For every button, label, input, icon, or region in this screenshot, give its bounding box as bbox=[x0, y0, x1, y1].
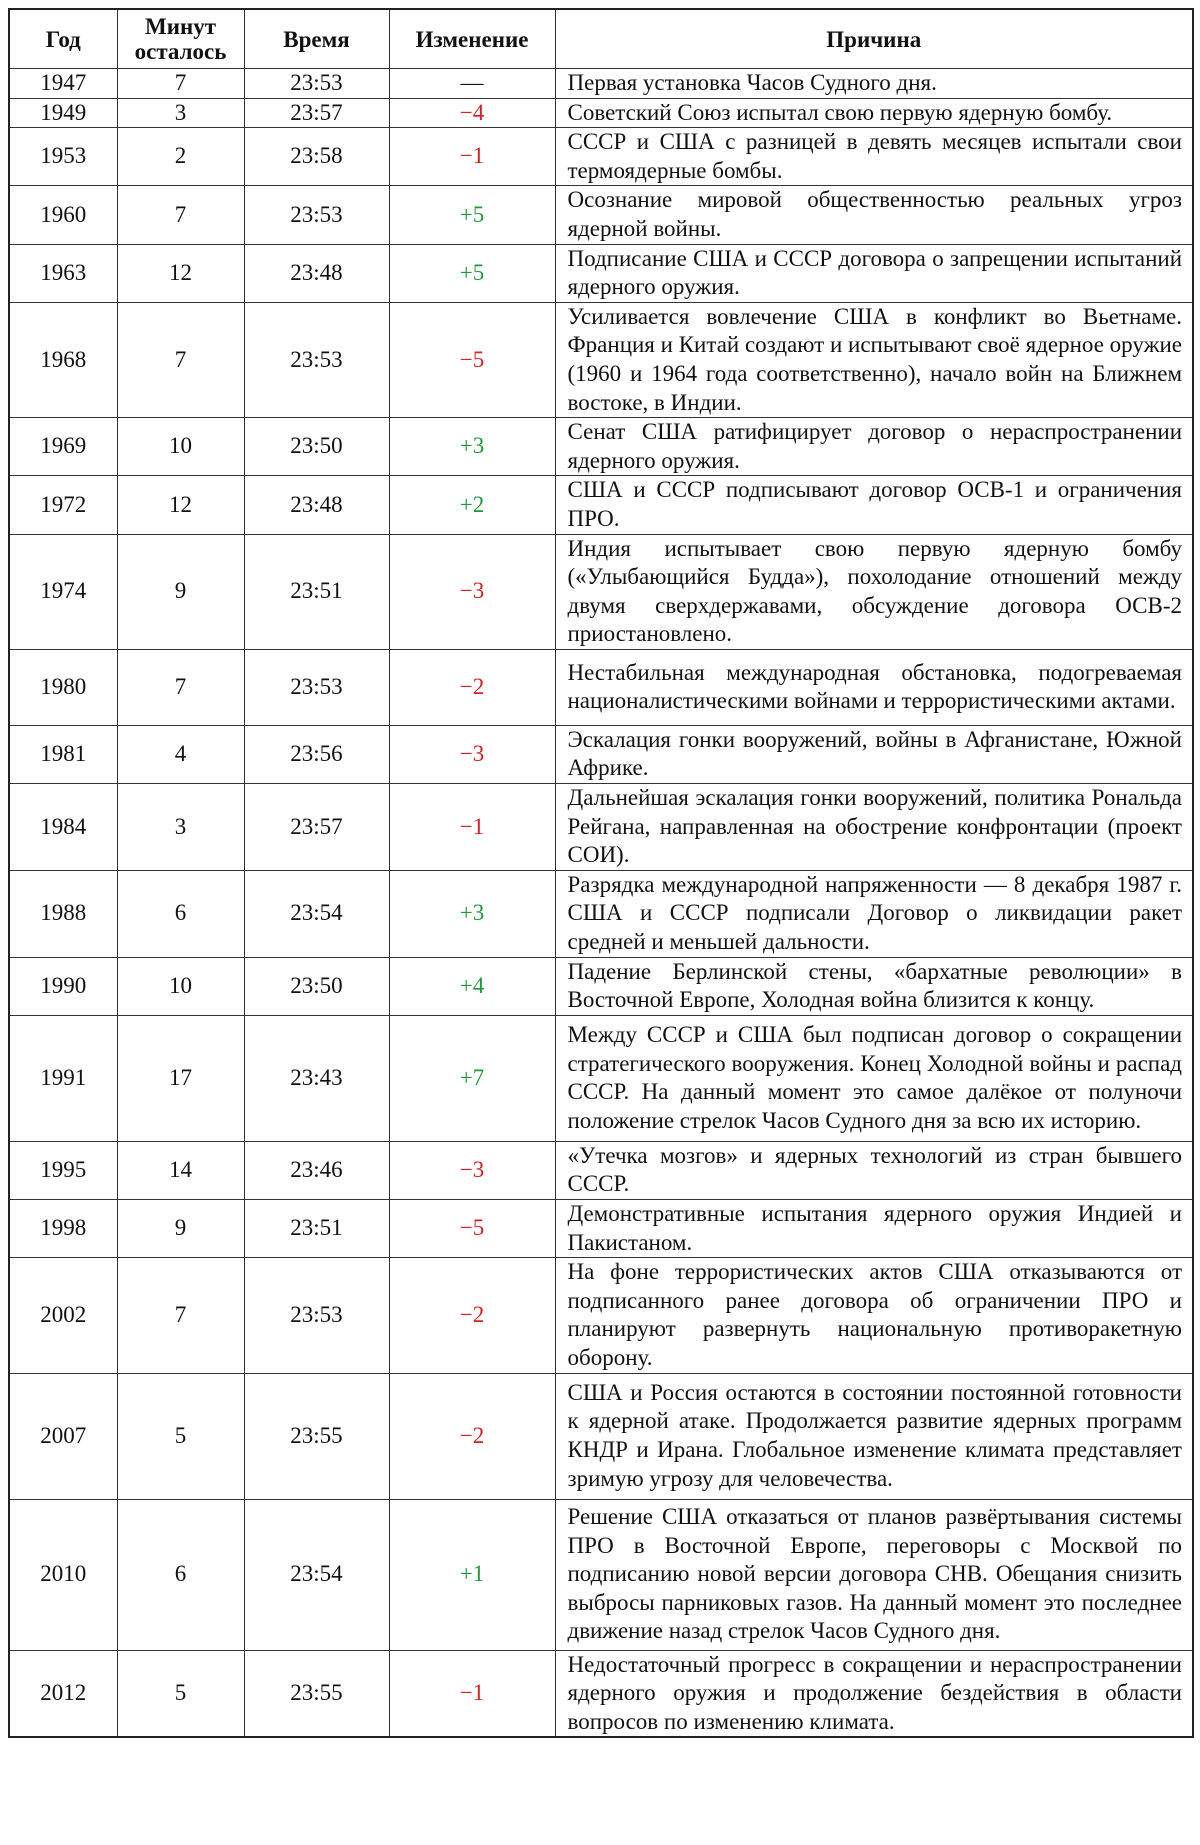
table-row bbox=[9, 476, 1193, 534]
header-minutes-left-label: Минут осталось bbox=[134, 14, 227, 64]
cell-time: 23:53 bbox=[244, 1258, 389, 1373]
cell-minutes-left: 5 bbox=[117, 1373, 244, 1499]
cell-change: −1 bbox=[389, 784, 555, 871]
cell-time: 23:53 bbox=[244, 69, 389, 99]
table-row bbox=[9, 1015, 1193, 1141]
cell-year: 1984 bbox=[9, 784, 117, 871]
cell-reason: Нестабильная международная обстановка, подогреваемая националистическими войнами и террористическими актами. bbox=[555, 649, 1193, 725]
table-row bbox=[9, 244, 1193, 302]
cell-reason: Советский Союз испытал свою первую ядерную бомбу. bbox=[555, 98, 1193, 128]
table-row bbox=[9, 534, 1193, 649]
cell-year: 2007 bbox=[9, 1373, 117, 1499]
cell-time: 23:55 bbox=[244, 1650, 389, 1737]
cell-change: −5 bbox=[389, 1200, 555, 1258]
cell-time: 23:50 bbox=[244, 957, 389, 1015]
table-row bbox=[9, 1373, 1193, 1499]
cell-time: 23:51 bbox=[244, 1200, 389, 1258]
cell-year: 2002 bbox=[9, 1258, 117, 1373]
cell-year: 1981 bbox=[9, 725, 117, 783]
table-row bbox=[9, 1499, 1193, 1650]
table-row bbox=[9, 1141, 1193, 1199]
header-row bbox=[9, 9, 1193, 69]
cell-minutes-left: 7 bbox=[117, 1258, 244, 1373]
cell-minutes-left: 7 bbox=[117, 69, 244, 99]
cell-time: 23:56 bbox=[244, 725, 389, 783]
cell-reason: Недостаточный прогресс в сокращении и нераспространении ядерного оружия и продолжение бездействия в области вопросов по изменению климата. bbox=[555, 1650, 1193, 1737]
cell-minutes-left: 6 bbox=[117, 870, 244, 957]
table-row bbox=[9, 957, 1193, 1015]
cell-minutes-left: 6 bbox=[117, 1499, 244, 1650]
cell-year: 1972 bbox=[9, 476, 117, 534]
cell-change: −3 bbox=[389, 725, 555, 783]
cell-change: −3 bbox=[389, 1141, 555, 1199]
cell-minutes-left: 4 bbox=[117, 725, 244, 783]
cell-change: −1 bbox=[389, 1650, 555, 1737]
cell-minutes-left: 10 bbox=[117, 957, 244, 1015]
table-row bbox=[9, 1258, 1193, 1373]
header-year: Год bbox=[9, 9, 117, 69]
table-row bbox=[9, 784, 1193, 871]
cell-reason: Сенат США ратифицирует договор о нераспространении ядерного оружия. bbox=[555, 418, 1193, 476]
cell-year: 1963 bbox=[9, 244, 117, 302]
cell-reason: Усиливается вовлечение США в конфликт во Вьетнаме. Франция и Китай создают и испытывают своё ядерное оружие (1960 и 1964 года соответственно), начало войн на Ближнем востоке, в Индии. bbox=[555, 302, 1193, 417]
table-row bbox=[9, 418, 1193, 476]
cell-change: +3 bbox=[389, 418, 555, 476]
cell-time: 23:48 bbox=[244, 476, 389, 534]
cell-change: −5 bbox=[389, 302, 555, 417]
header-reason: Причина bbox=[555, 9, 1193, 69]
table-row bbox=[9, 1650, 1193, 1737]
table-row bbox=[9, 128, 1193, 186]
cell-year: 1980 bbox=[9, 649, 117, 725]
cell-minutes-left: 9 bbox=[117, 534, 244, 649]
cell-year: 2010 bbox=[9, 1499, 117, 1650]
cell-time: 23:58 bbox=[244, 128, 389, 186]
cell-year: 1998 bbox=[9, 1200, 117, 1258]
cell-minutes-left: 12 bbox=[117, 476, 244, 534]
cell-change: −2 bbox=[389, 1373, 555, 1499]
cell-year: 1974 bbox=[9, 534, 117, 649]
header-time: Время bbox=[244, 9, 389, 69]
cell-year: 1990 bbox=[9, 957, 117, 1015]
table-row bbox=[9, 649, 1193, 725]
cell-time: 23:50 bbox=[244, 418, 389, 476]
cell-year: 1969 bbox=[9, 418, 117, 476]
cell-time: 23:48 bbox=[244, 244, 389, 302]
table-header bbox=[9, 9, 1193, 69]
cell-year: 1949 bbox=[9, 98, 117, 128]
cell-reason: США и Россия остаются в состоянии постоянной готовности к ядерной атаке. Продолжается развитие ядерных программ КНДР и Ирана. Глобальное изменение климата представляет зримую угрозу для человечества. bbox=[555, 1373, 1193, 1499]
table-row bbox=[9, 186, 1193, 244]
cell-year: 1953 bbox=[9, 128, 117, 186]
cell-year: 1988 bbox=[9, 870, 117, 957]
cell-year: 1991 bbox=[9, 1015, 117, 1141]
cell-time: 23:55 bbox=[244, 1373, 389, 1499]
cell-reason: На фоне террористических актов США отказываются от подписанного ранее договора об ограничении ПРО и планируют развернуть национальную противоракетную оборону. bbox=[555, 1258, 1193, 1373]
cell-reason: Подписание США и СССР договора о запрещении испытаний ядерного оружия. bbox=[555, 244, 1193, 302]
cell-time: 23:43 bbox=[244, 1015, 389, 1141]
cell-time: 23:53 bbox=[244, 302, 389, 417]
table-row bbox=[9, 98, 1193, 128]
cell-change: −1 bbox=[389, 128, 555, 186]
cell-reason: Осознание мировой общественностью реальных угроз ядерной войны. bbox=[555, 186, 1193, 244]
cell-time: 23:46 bbox=[244, 1141, 389, 1199]
cell-reason: Между СССР и США был подписан договор о сокращении стратегического вооружения. Конец Холодной войны и распад СССР. На данный момент это самое далёкое от полуночи положение стрелок Часов Судного дня за всю их историю. bbox=[555, 1015, 1193, 1141]
header-change: Изменение bbox=[389, 9, 555, 69]
cell-time: 23:57 bbox=[244, 98, 389, 128]
cell-minutes-left: 9 bbox=[117, 1200, 244, 1258]
table-row bbox=[9, 69, 1193, 99]
cell-time: 23:53 bbox=[244, 186, 389, 244]
cell-change: −4 bbox=[389, 98, 555, 128]
cell-reason: Падение Берлинской стены, «бархатные революции» в Восточной Европе, Холодная война близится к концу. bbox=[555, 957, 1193, 1015]
cell-year: 1995 bbox=[9, 1141, 117, 1199]
cell-minutes-left: 17 bbox=[117, 1015, 244, 1141]
cell-minutes-left: 5 bbox=[117, 1650, 244, 1737]
cell-time: 23:53 bbox=[244, 649, 389, 725]
cell-year: 1960 bbox=[9, 186, 117, 244]
cell-minutes-left: 7 bbox=[117, 649, 244, 725]
cell-change: −2 bbox=[389, 1258, 555, 1373]
cell-year: 1947 bbox=[9, 69, 117, 99]
cell-change: +1 bbox=[389, 1499, 555, 1650]
cell-reason: Эскалация гонки вооружений, войны в Афганистане, Южной Африке. bbox=[555, 725, 1193, 783]
doomsday-clock-document bbox=[8, 8, 1192, 1738]
cell-change: −2 bbox=[389, 649, 555, 725]
cell-minutes-left: 7 bbox=[117, 186, 244, 244]
cell-year: 2012 bbox=[9, 1650, 117, 1737]
table-row bbox=[9, 725, 1193, 783]
cell-year: 1968 bbox=[9, 302, 117, 417]
cell-change: +3 bbox=[389, 870, 555, 957]
cell-minutes-left: 2 bbox=[117, 128, 244, 186]
cell-minutes-left: 3 bbox=[117, 784, 244, 871]
cell-reason: Решение США отказаться от планов развёртывания системы ПРО в Восточной Европе, переговоры с Москвой по подписанию новой версии договора СНВ. Обещания снизить выбросы парниковых газов. На данный момент это последнее движение назад стрелок Часов Судного дня. bbox=[555, 1499, 1193, 1650]
cell-minutes-left: 14 bbox=[117, 1141, 244, 1199]
cell-change: +4 bbox=[389, 957, 555, 1015]
cell-time: 23:57 bbox=[244, 784, 389, 871]
cell-minutes-left: 12 bbox=[117, 244, 244, 302]
cell-minutes-left: 3 bbox=[117, 98, 244, 128]
cell-reason: Разрядка международной напряженности — 8 декабря 1987 г. США и СССР подписали Договор о ликвидации ракет средней и меньшей дальности. bbox=[555, 870, 1193, 957]
table-row bbox=[9, 870, 1193, 957]
cell-change: — bbox=[389, 69, 555, 99]
cell-change: +5 bbox=[389, 244, 555, 302]
cell-reason: Демонстративные испытания ядерного оружия Индией и Пакистаном. bbox=[555, 1200, 1193, 1258]
cell-reason: Индия испытывает свою первую ядерную бомбу («Улыбающийся Будда»), похолодание отношений между двумя сверхдержавами, обсуждение договора ОСВ-2 приостановлено. bbox=[555, 534, 1193, 649]
table-body bbox=[9, 69, 1193, 1738]
cell-minutes-left: 7 bbox=[117, 302, 244, 417]
cell-reason: Дальнейшая эскалация гонки вооружений, политика Рональда Рейгана, направленная на обострение конфронтации (проект СОИ). bbox=[555, 784, 1193, 871]
cell-change: +2 bbox=[389, 476, 555, 534]
cell-time: 23:54 bbox=[244, 870, 389, 957]
cell-change: +7 bbox=[389, 1015, 555, 1141]
cell-minutes-left: 10 bbox=[117, 418, 244, 476]
cell-change: +5 bbox=[389, 186, 555, 244]
doomsday-clock-table bbox=[8, 8, 1194, 1738]
cell-reason: «Утечка мозгов» и ядерных технологий из стран бывшего СССР. bbox=[555, 1141, 1193, 1199]
table-row bbox=[9, 302, 1193, 417]
cell-reason: США и СССР подписывают договор ОСВ-1 и ограничения ПРО. bbox=[555, 476, 1193, 534]
cell-reason: Первая установка Часов Судного дня. bbox=[555, 69, 1193, 99]
cell-reason: СССР и США с разницей в девять месяцев испытали свои термоядерные бомбы. bbox=[555, 128, 1193, 186]
cell-change: −3 bbox=[389, 534, 555, 649]
header-minutes-left bbox=[117, 9, 244, 69]
cell-time: 23:51 bbox=[244, 534, 389, 649]
table-row bbox=[9, 1200, 1193, 1258]
cell-time: 23:54 bbox=[244, 1499, 389, 1650]
